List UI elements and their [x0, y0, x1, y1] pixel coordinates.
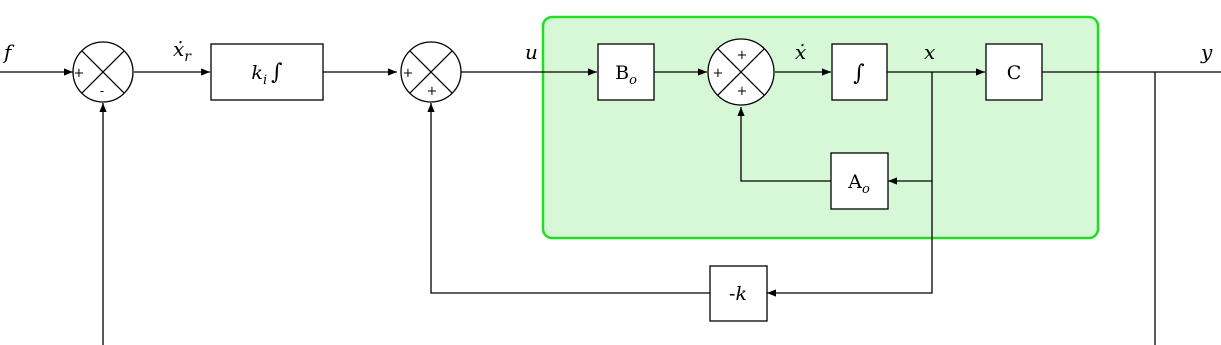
signal-xr-dot-label — [173, 37, 192, 65]
sum3-top-sign: + — [736, 48, 748, 63]
c-matrix-block — [986, 44, 1042, 100]
signal-y-label: y — [1201, 40, 1213, 64]
signal-f-label: f — [4, 40, 12, 64]
integrator-op: ∫ — [853, 61, 865, 86]
feedback-gain-block — [710, 266, 767, 321]
sum-junction-2 — [401, 42, 461, 102]
sum1-bottom-sign: - — [99, 84, 105, 99]
a-matrix-label: A — [848, 171, 862, 193]
sum-junction-3 — [708, 39, 774, 105]
signal-xr-dot-subscript: r — [184, 49, 191, 65]
integrator-gain-op: ∫ — [271, 60, 283, 85]
signal-u-label: u — [525, 40, 538, 64]
sum3-left-sign: + — [712, 66, 724, 81]
integrator-gain-block — [211, 44, 323, 100]
feedback-gain-k: k — [735, 283, 747, 305]
a-matrix-subscript: o — [861, 182, 870, 197]
integrator-gain-subscript: i — [262, 73, 268, 88]
svg-text:-k — [729, 283, 747, 305]
sum2-left-sign: + — [402, 66, 414, 81]
integrator-block — [832, 44, 887, 100]
signal-xr-dot-main: ẋ — [173, 37, 185, 61]
b-matrix-subscript: o — [629, 73, 637, 88]
b-matrix-label: B — [615, 62, 630, 84]
sum1-left-sign: + — [73, 66, 85, 81]
sum2-bottom-sign: + — [426, 84, 438, 99]
b-matrix-block — [598, 44, 654, 100]
c-matrix-label: C — [1006, 62, 1022, 84]
signal-x-dot-label: ẋ — [795, 40, 807, 64]
sum-junction-1 — [73, 42, 133, 102]
a-matrix-block — [831, 153, 888, 209]
signal-x-label: x — [924, 40, 936, 64]
sum3-bottom-sign: + — [736, 84, 748, 99]
integrator-gain-k: k — [251, 62, 263, 84]
feedback-gain-sign: - — [729, 283, 736, 305]
